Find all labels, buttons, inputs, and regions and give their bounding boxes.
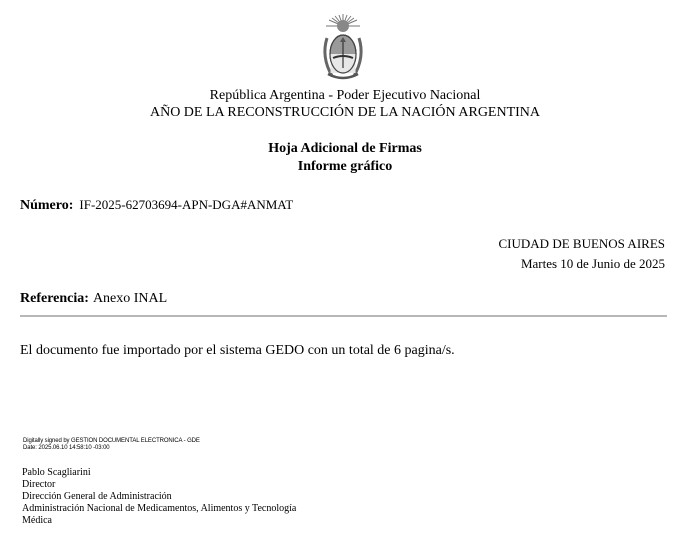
signatory-organization: Administración Nacional de Medicamentos, Alimentos y Tecnología xyxy=(22,503,297,514)
city: CIUDAD DE BUENOS AIRES xyxy=(498,236,665,251)
reference-value: Anexo INAL xyxy=(92,291,168,306)
document-number-value: IF-2025-62703694-APN-DGA#ANMAT xyxy=(79,197,294,212)
reference-label: Referencia: xyxy=(20,291,89,306)
header-year-motto: AÑO DE LA RECONSTRUCCIÓN DE LA NACIÓN ARGENTINA xyxy=(149,105,541,120)
document-title: Hoja Adicional de Firmas xyxy=(268,141,422,156)
header-republic-line: República Argentina - Poder Ejecutivo Nacional xyxy=(209,88,481,103)
date: Martes 10 de Junio de 2025 xyxy=(520,256,665,271)
reference xyxy=(20,291,167,307)
document-number xyxy=(20,197,293,214)
coat-of-arms-icon xyxy=(318,12,368,84)
signatory-name: Pablo Scagliarini xyxy=(22,467,91,478)
body-text: El documento fue importado por el sistema GEDO con un total de 6 pagina/s. xyxy=(20,343,455,358)
digital-signature-date: Date: 2025.06.10 14:58:10 -03:00 xyxy=(23,445,110,451)
signatory-department: Dirección General de Administración xyxy=(22,491,172,502)
document-number-label: Número: xyxy=(20,198,74,213)
digital-signature-signer: Digitally signed by GESTION DOCUMENTAL ELECTRONICA - GDE xyxy=(23,438,200,444)
signatory-role: Director xyxy=(22,479,56,490)
document-subtitle: Informe gráfico xyxy=(297,159,393,174)
divider xyxy=(20,315,667,317)
signatory-organization-cont: Médica xyxy=(22,515,52,526)
